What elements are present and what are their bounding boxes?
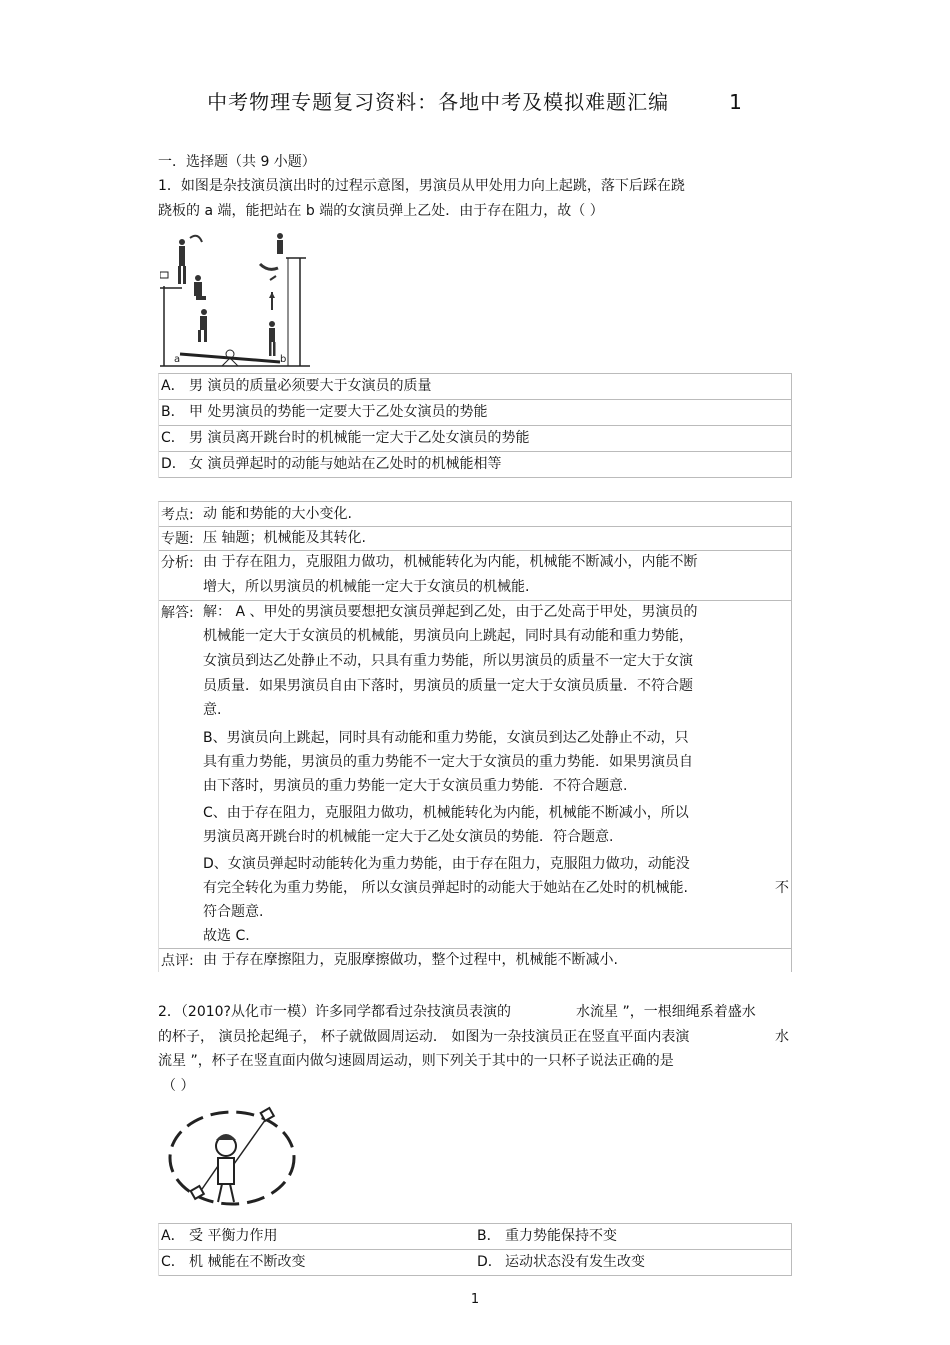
page-title	[0, 86, 950, 115]
jieda-line: 具有重力势能，男演员的重力势能不一定大于女演员的重力势能．如果男演员自	[203, 754, 693, 770]
analysis-row-dianping	[159, 948, 791, 972]
q2-options-row-2	[159, 1250, 791, 1276]
q1-acrobat-figure	[160, 228, 310, 370]
kaodian-label: 考点:	[161, 507, 194, 523]
fenxi-line: 增大，所以男演员的机械能一定大于女演员的机械能.	[203, 579, 530, 595]
q1-stem-line1: 1．如图是杂技演员演出时的过程示意图，男演员从甲处用力向上起跳，落下后踩在跷	[158, 178, 685, 194]
q2-option-d-text[interactable]: 运动状态没有发生改变	[505, 1254, 645, 1270]
jieda-line: 男演员离开跳台时的机械能一定大于乙处女演员的势能．符合题意.	[203, 829, 614, 845]
q2-stem-line1b: 水流星 ”，一根细绳系着盛水	[576, 1004, 756, 1020]
q2-options-table	[158, 1223, 792, 1276]
title-number: 1	[729, 90, 743, 114]
option-letter: B．	[161, 404, 185, 420]
jieda-line: B、男演员向上跳起，同时具有动能和重力势能，女演员到达乙处静止不动，只	[203, 730, 689, 746]
q2-stem-line2b: 水	[775, 1029, 789, 1045]
option-text: 女 演员弹起时的动能与她站在乙处时的机械能相等	[189, 456, 502, 472]
page-number: 1	[470, 1292, 480, 1307]
option-text: 男 演员离开跳台时的机械能一定大于乙处女演员的势能	[189, 430, 530, 446]
q2-stem-line4: （ ）	[162, 1078, 195, 1094]
dianping-label: 点评:	[161, 953, 194, 969]
jieda-label: 解答:	[161, 605, 194, 621]
jieda-not: 不	[775, 880, 789, 896]
q2-option-a-letter: A．	[161, 1228, 185, 1244]
fig-label-b: b	[280, 354, 287, 365]
q2-option-b-text[interactable]: 重力势能保持不变	[505, 1228, 617, 1244]
q2-stem-line2a: 的杯子， 演员抡起绳子， 杯子就做圆周运动． 如图为一杂技演员正在竖直平面内表演	[158, 1029, 690, 1045]
option-text: 甲 处男演员的势能一定要大于乙处女演员的势能	[189, 404, 488, 420]
jieda-line: C、由于存在阻力，克服阻力做功，机械能转化为内能，机械能不断减小，所以	[203, 805, 689, 821]
jieda-line: 由下落时，男演员的重力势能一定大于女演员重力势能．不符合题意.	[203, 778, 628, 794]
q1-option-a[interactable]	[159, 374, 791, 400]
fenxi-label: 分析:	[161, 555, 194, 571]
section-heading: 一．选择题（共 9 小题）	[158, 154, 316, 170]
zhuanti-label: 专题:	[161, 531, 194, 547]
option-letter: C．	[161, 430, 185, 446]
option-letter: D．	[161, 456, 186, 472]
option-text: 男 演员的质量必须要大于女演员的质量	[189, 378, 432, 394]
fenxi-line: 由 于存在阻力，克服阻力做功，机械能转化为内能，机械能不断减小，内能不断	[203, 554, 698, 570]
jieda-line: 有完全转化为重力势能， 所以女演员弹起时的动能大于她站在乙处时的机械能.	[203, 880, 688, 896]
q2-option-d-letter: D．	[477, 1254, 502, 1270]
title-text: 中考物理专题复习资料：各地中考及模拟难题汇编	[207, 90, 670, 114]
analysis-row-kaodian	[159, 502, 791, 527]
jieda-line: 故选 C.	[203, 928, 250, 944]
analysis-row-jieda	[159, 600, 791, 949]
q2-stem-line1a: 2．（2010?从化市一模）许多同学都看过杂技演员表演的	[158, 1004, 511, 1020]
zhuanti-text: 压 轴题；机械能及其转化.	[203, 530, 366, 546]
jieda-line: 解： A 、甲处的男演员要想把女演员弹起到乙处，由于乙处高于甲处，男演员的	[203, 604, 698, 620]
q1-option-b[interactable]	[159, 400, 791, 426]
jieda-line: D、女演员弹起时动能转化为重力势能，由于存在阻力，克服阻力做功，动能没	[203, 856, 690, 872]
jieda-line: 机械能一定大于女演员的机械能，男演员向上跳起，同时具有动能和重力势能，	[203, 628, 693, 644]
q1-option-d[interactable]	[159, 452, 791, 478]
jieda-line: 意.	[203, 702, 222, 718]
kaodian-text: 动 能和势能的大小变化.	[203, 506, 352, 522]
q2-stem-line3: 流星 ”，杯子在竖直面内做匀速圆周运动，则下列关于其中的一只杯子说法正确的是	[158, 1053, 674, 1069]
q1-options-table	[158, 373, 792, 478]
fig-label-a: a	[174, 354, 181, 365]
q1-stem-line2: 跷板的 a 端，能把站在 b 端的女演员弹上乙处．由于存在阻力，故（ ）	[158, 203, 604, 219]
jieda-line: 符合题意.	[203, 904, 264, 920]
q1-analysis-table	[158, 501, 792, 972]
q2-option-c-letter: C．	[161, 1254, 185, 1270]
dianping-text: 由 于存在摩擦阻力，克服摩擦做功，整个过程中，机械能不断减小.	[203, 952, 618, 968]
q2-option-c-text[interactable]: 机 械能在不断改变	[189, 1254, 306, 1270]
q2-options-row-1	[159, 1224, 791, 1250]
jieda-line: 女演员到达乙处静止不动，只具有重力势能，所以男演员的质量不一定大于女演	[203, 653, 693, 669]
option-letter: A．	[161, 378, 185, 394]
q2-option-b-letter: B．	[477, 1228, 501, 1244]
analysis-row-fenxi	[159, 550, 791, 601]
jieda-line: 员质量．如果男演员自由下落时，男演员的质量一定大于女演员质量．不符合题	[203, 678, 693, 694]
q2-water-meteor-figure	[160, 1106, 308, 1210]
q1-option-c[interactable]	[159, 426, 791, 452]
analysis-row-zhuanti	[159, 526, 791, 551]
q2-option-a-text[interactable]: 受 平衡力作用	[189, 1228, 278, 1244]
